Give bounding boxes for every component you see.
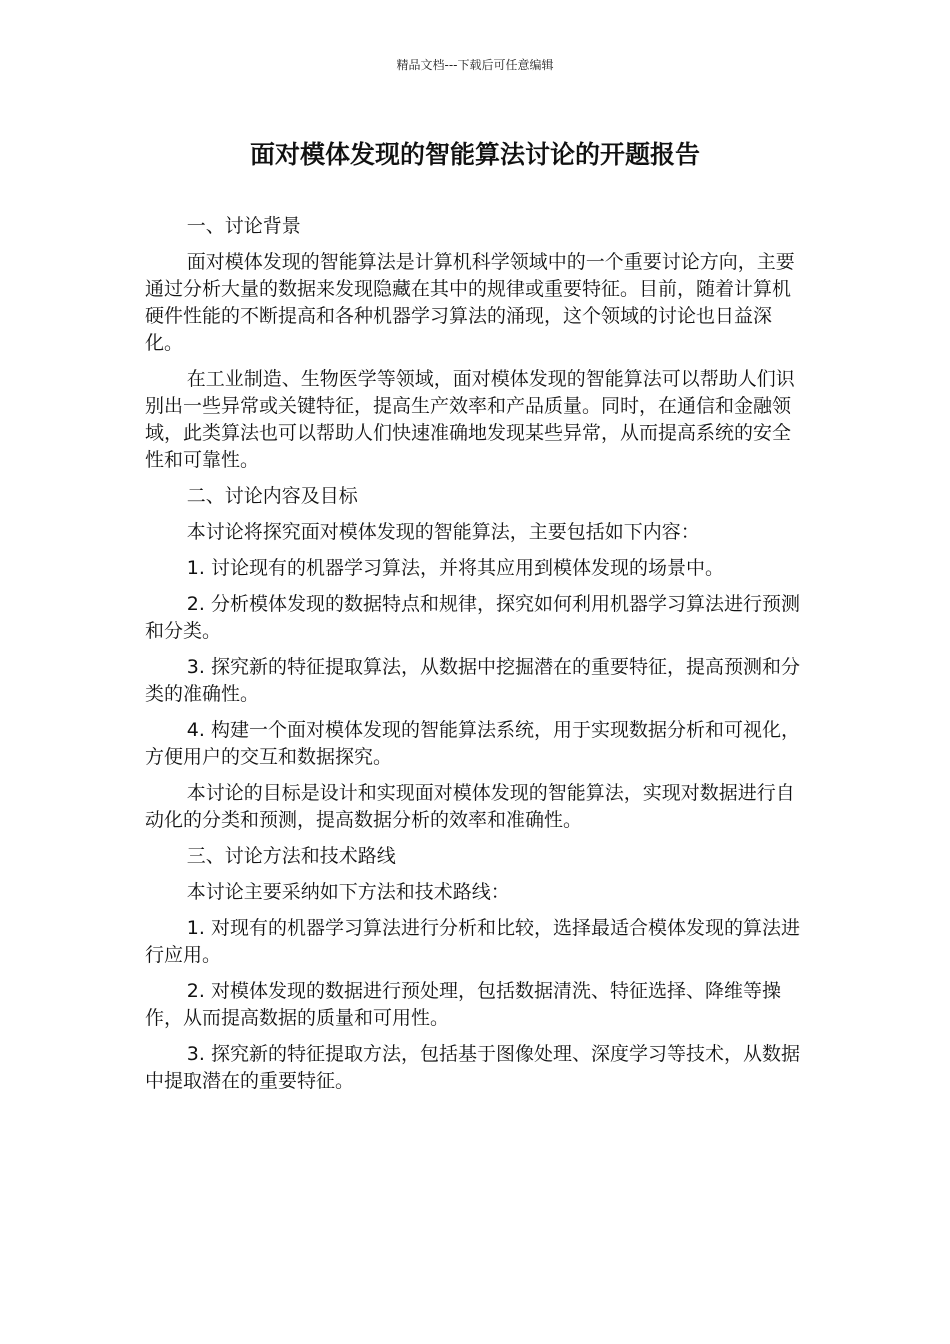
document-body <box>145 213 805 1104</box>
list-item-methods-3: 3. 探究新的特征提取方法，包括基于图像处理、深度学习等技术，从数据中提取潜在的重要特征。 <box>145 1043 800 1092</box>
list-item-methods-1: 1. 对现有的机器学习算法进行分析和比较，选择最适合模体发现的算法进行应用。 <box>145 917 800 966</box>
paragraph-content-intro: 本讨论将探究面对模体发现的智能算法，主要包括如下内容： <box>186 521 700 543</box>
list-item-content-2: 2. 分析模体发现的数据特点和规律，探究如何利用机器学习算法进行预测和分类。 <box>145 593 800 642</box>
paragraph-background-2: 在工业制造、生物医学等领域，面对模体发现的智能算法可以帮助人们识别出一些异常或关键特征，提高生产效率和产品质量。同时，在通信和金融领域，此类算法也可以帮助人们快速准确地发现某些异常，从而提高系统的安全性和可靠性。 <box>145 368 795 471</box>
paragraph-goal: 本讨论的目标是设计和实现面对模体发现的智能算法，实现对数据进行自动化的分类和预测，提高数据分析的效率和准确性。 <box>145 782 795 831</box>
list-item-content-1: 1. 讨论现有的机器学习算法，并将其应用到模体发现的场景中。 <box>186 557 724 579</box>
paragraph-background-1: 面对模体发现的智能算法是计算机科学领域中的一个重要讨论方向，主要通过分析大量的数据来发现隐藏在其中的规律或重要特征。目前，随着计算机硬件性能的不断提高和各种机器学习算法的涌现，这个领域的讨论也日益深化。 <box>145 251 795 354</box>
list-item-methods-2: 2. 对模体发现的数据进行预处理，包括数据清洗、特征选择、降维等操作，从而提高数据的质量和可用性。 <box>145 980 781 1029</box>
section-heading-content: 二、讨论内容及目标 <box>186 485 358 507</box>
paragraph-methods-intro: 本讨论主要采纳如下方法和技术路线： <box>186 881 510 903</box>
document-title: 面对模体发现的智能算法讨论的开题报告 <box>249 140 700 169</box>
list-item-content-3: 3. 探究新的特征提取算法，从数据中挖掘潜在的重要特征，提高预测和分类的准确性。 <box>145 656 800 705</box>
header-note: 精品文档---下载后可任意编辑 <box>396 58 554 72</box>
section-heading-methods: 三、讨论方法和技术路线 <box>186 845 396 867</box>
section-heading-background: 一、讨论背景 <box>186 215 301 237</box>
list-item-content-4: 4. 构建一个面对模体发现的智能算法系统，用于实现数据分析和可视化，方便用户的交互和数据探究。 <box>145 719 800 768</box>
